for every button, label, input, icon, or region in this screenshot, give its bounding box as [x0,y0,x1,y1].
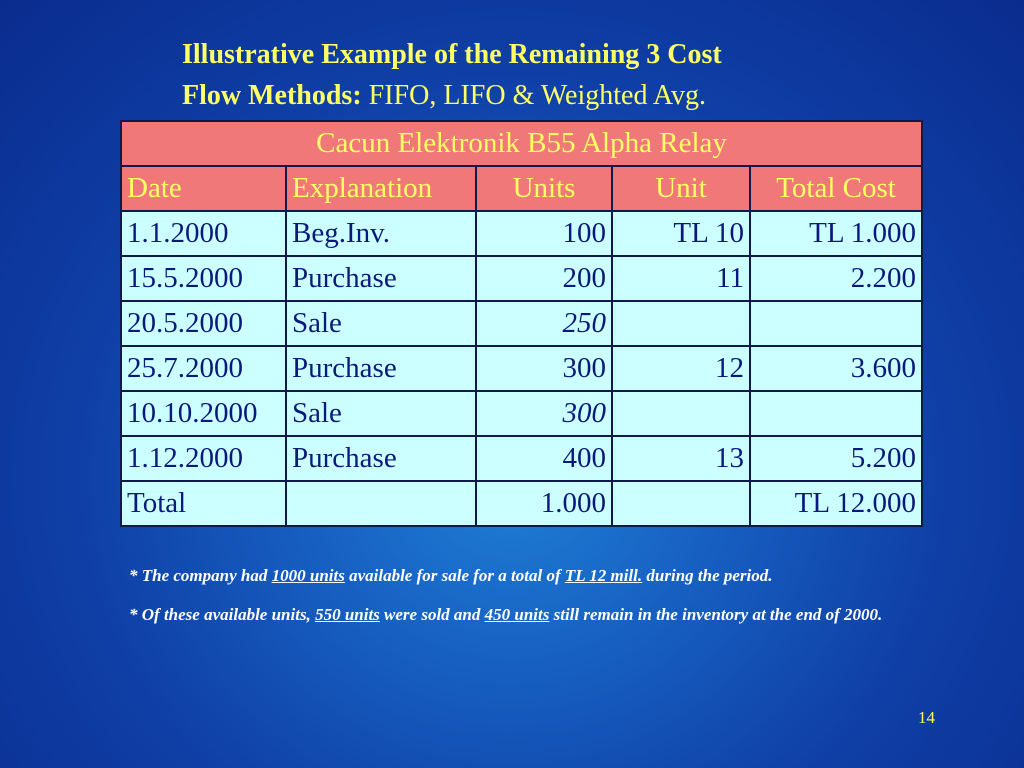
cell-total-label: Total [121,481,286,526]
note-text: during the period. [642,566,773,585]
cell-unit-cost [612,481,750,526]
cell-date: 25.7.2000 [121,346,286,391]
note-emphasis: 550 units [315,605,380,624]
cell-unit-cost [612,391,750,436]
table-row [121,211,922,256]
cell-total-cost: 5.200 [750,436,922,481]
note-text: still remain in the inventory at the end of 2000. [549,605,883,624]
cell-explanation: Purchase [286,346,476,391]
cell-total-cost: 2.200 [750,256,922,301]
cell-grand-total: TL 12.000 [750,481,922,526]
cell-explanation: Purchase [286,436,476,481]
title-line-2-methods: FIFO, LIFO & Weighted Avg. [361,80,707,111]
cell-units: 100 [476,211,612,256]
cell-explanation: Purchase [286,256,476,301]
cell-explanation [286,481,476,526]
cell-explanation: Sale [286,301,476,346]
cell-units: 200 [476,256,612,301]
cell-unit-cost: 11 [612,256,750,301]
table-caption: Cacun Elektronik B55 Alpha Relay [121,121,922,166]
table-row [121,301,922,346]
header-date: Date [121,166,286,211]
cell-units: 300 [476,346,612,391]
header-unit: Unit [612,166,750,211]
footnote-sold-remaining [129,601,899,628]
title-line-2 [182,75,902,116]
inventory-table [120,120,923,527]
header-units: Units [476,166,612,211]
cell-date: 10.10.2000 [121,391,286,436]
cell-units-sold: 250 [476,301,612,346]
table-header-row [121,166,922,211]
cell-date: 1.1.2000 [121,211,286,256]
table-total-row [121,481,922,526]
note-text: were sold and [379,605,485,624]
cell-explanation: Sale [286,391,476,436]
slide-title [182,34,902,116]
cell-units: 400 [476,436,612,481]
title-line-1: Illustrative Example of the Remaining 3 Cost [182,39,722,70]
note-text: * Of these available units, [129,605,316,624]
cell-unit-cost: 13 [612,436,750,481]
table-row [121,391,922,436]
cell-unit-cost: TL 10 [612,211,750,256]
table-caption-row [121,121,922,166]
header-total-cost: Total Cost [750,166,922,211]
cell-unit-cost [612,301,750,346]
footnotes [129,562,899,640]
cell-total-cost [750,391,922,436]
table-row [121,346,922,391]
cell-total-cost: 3.600 [750,346,922,391]
cell-date: 15.5.2000 [121,256,286,301]
note-text: available for sale for a total of [344,566,565,585]
footnote-available [129,562,899,589]
cell-unit-cost: 12 [612,346,750,391]
cell-units-sold: 300 [476,391,612,436]
cell-total-cost: TL 1.000 [750,211,922,256]
cell-total-cost [750,301,922,346]
note-text: * The company had [129,566,272,585]
cell-date: 1.12.2000 [121,436,286,481]
table-row [121,436,922,481]
table-row [121,256,922,301]
note-emphasis: 1000 units [271,566,345,585]
title-line-2-bold: Flow Methods: [182,80,362,111]
note-emphasis: 450 units [484,605,550,624]
page-number: 14 [918,708,935,727]
cell-explanation: Beg.Inv. [286,211,476,256]
note-emphasis: TL 12 mill. [564,566,643,585]
cell-date: 20.5.2000 [121,301,286,346]
header-explanation: Explanation [286,166,476,211]
cell-total-units: 1.000 [476,481,612,526]
